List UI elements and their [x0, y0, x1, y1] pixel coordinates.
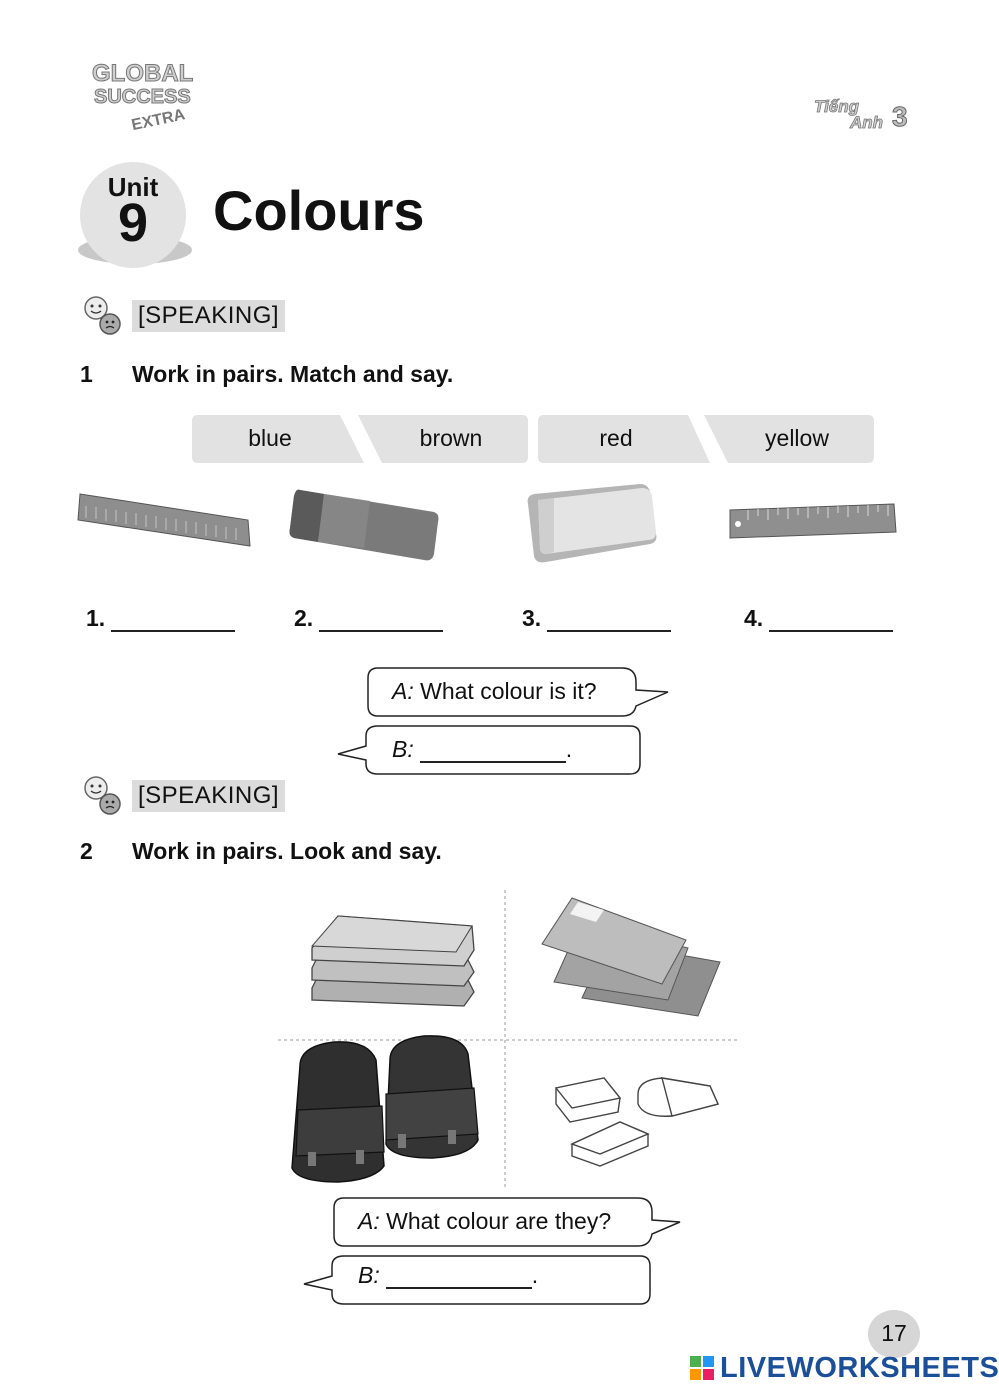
exercise-number: 1	[80, 361, 93, 387]
speaking-header-2	[82, 776, 302, 816]
answer-line[interactable]	[420, 741, 566, 763]
speaking-faces-icon	[82, 296, 126, 336]
dialogue-a-1	[392, 678, 597, 705]
liveworksheets-logo	[690, 1352, 999, 1386]
speaking-header-1	[82, 296, 302, 336]
speaker-b: B:	[358, 1262, 380, 1288]
answer-blank-2	[294, 605, 443, 632]
liveworksheets-icon	[690, 1356, 716, 1386]
global-success-extra-logo	[88, 55, 208, 135]
unit-badge	[78, 160, 193, 270]
item-number: 2.	[294, 605, 314, 631]
word-red: red	[599, 425, 633, 451]
unit-label: Unit	[107, 172, 159, 202]
exercise-2-heading	[80, 838, 442, 865]
speaking-label: [SPEAKING]	[132, 780, 285, 812]
dialogue-a-2	[358, 1208, 611, 1235]
svg-text:GLOBAL: GLOBAL	[92, 60, 194, 87]
word-yellow: yellow	[765, 425, 829, 451]
question-text: What colour is it?	[420, 678, 597, 704]
svg-text:Anh: Anh	[850, 113, 884, 132]
tieng-anh-3-logo	[812, 92, 927, 137]
answer-line[interactable]	[547, 608, 671, 632]
item-number: 4.	[744, 605, 764, 631]
speaker-b: B:	[392, 736, 414, 762]
page-number: 17	[868, 1310, 920, 1358]
svg-text:EXTRA: EXTRA	[130, 106, 187, 135]
dialogue-b-2	[358, 1262, 538, 1289]
word-brown: brown	[419, 425, 483, 451]
unit-number: 9	[117, 193, 149, 253]
exercise-1-heading	[80, 361, 453, 388]
eraser-icon	[288, 488, 440, 564]
svg-text:3: 3	[892, 101, 908, 132]
ruler-icon	[76, 490, 256, 552]
dialogue-b-1	[392, 736, 572, 763]
exercise-instruction: Work in pairs. Look and say.	[132, 838, 442, 864]
eraser-icon-2	[524, 482, 660, 566]
question-text: What colour are they?	[386, 1208, 612, 1234]
answer-line[interactable]	[386, 1267, 532, 1289]
pictures-grid	[278, 890, 738, 1190]
books-icon	[312, 916, 474, 1006]
speaker-a: A:	[392, 678, 414, 704]
ruler-icon-2	[728, 502, 898, 542]
answer-blank-3	[522, 605, 671, 632]
period: .	[531, 1262, 539, 1288]
svg-text:SUCCESS: SUCCESS	[94, 86, 191, 108]
answer-blank-1	[86, 605, 235, 632]
speaking-label: [SPEAKING]	[132, 300, 285, 332]
speaking-faces-icon	[82, 776, 126, 816]
item-number: 3.	[522, 605, 542, 631]
word-blue: blue	[248, 425, 292, 451]
word-bank	[192, 415, 882, 465]
speaker-a: A:	[358, 1208, 380, 1234]
notebooks-icon	[542, 898, 720, 1016]
school-bags-icon	[292, 1036, 478, 1182]
period: .	[565, 736, 573, 762]
exercise-number: 2	[80, 838, 93, 864]
item-number: 1.	[86, 605, 106, 631]
liveworksheets-text: LIVEWORKSHEETS	[720, 1352, 999, 1384]
answer-line[interactable]	[769, 608, 893, 632]
answer-line[interactable]	[319, 608, 443, 632]
svg-text:Tiếng: Tiếng	[814, 97, 860, 116]
erasers-icon	[556, 1078, 718, 1166]
answer-blank-4	[744, 605, 893, 632]
answer-line[interactable]	[111, 608, 235, 632]
page-title: Colours	[213, 179, 425, 242]
exercise-instruction: Work in pairs. Match and say.	[132, 361, 454, 387]
